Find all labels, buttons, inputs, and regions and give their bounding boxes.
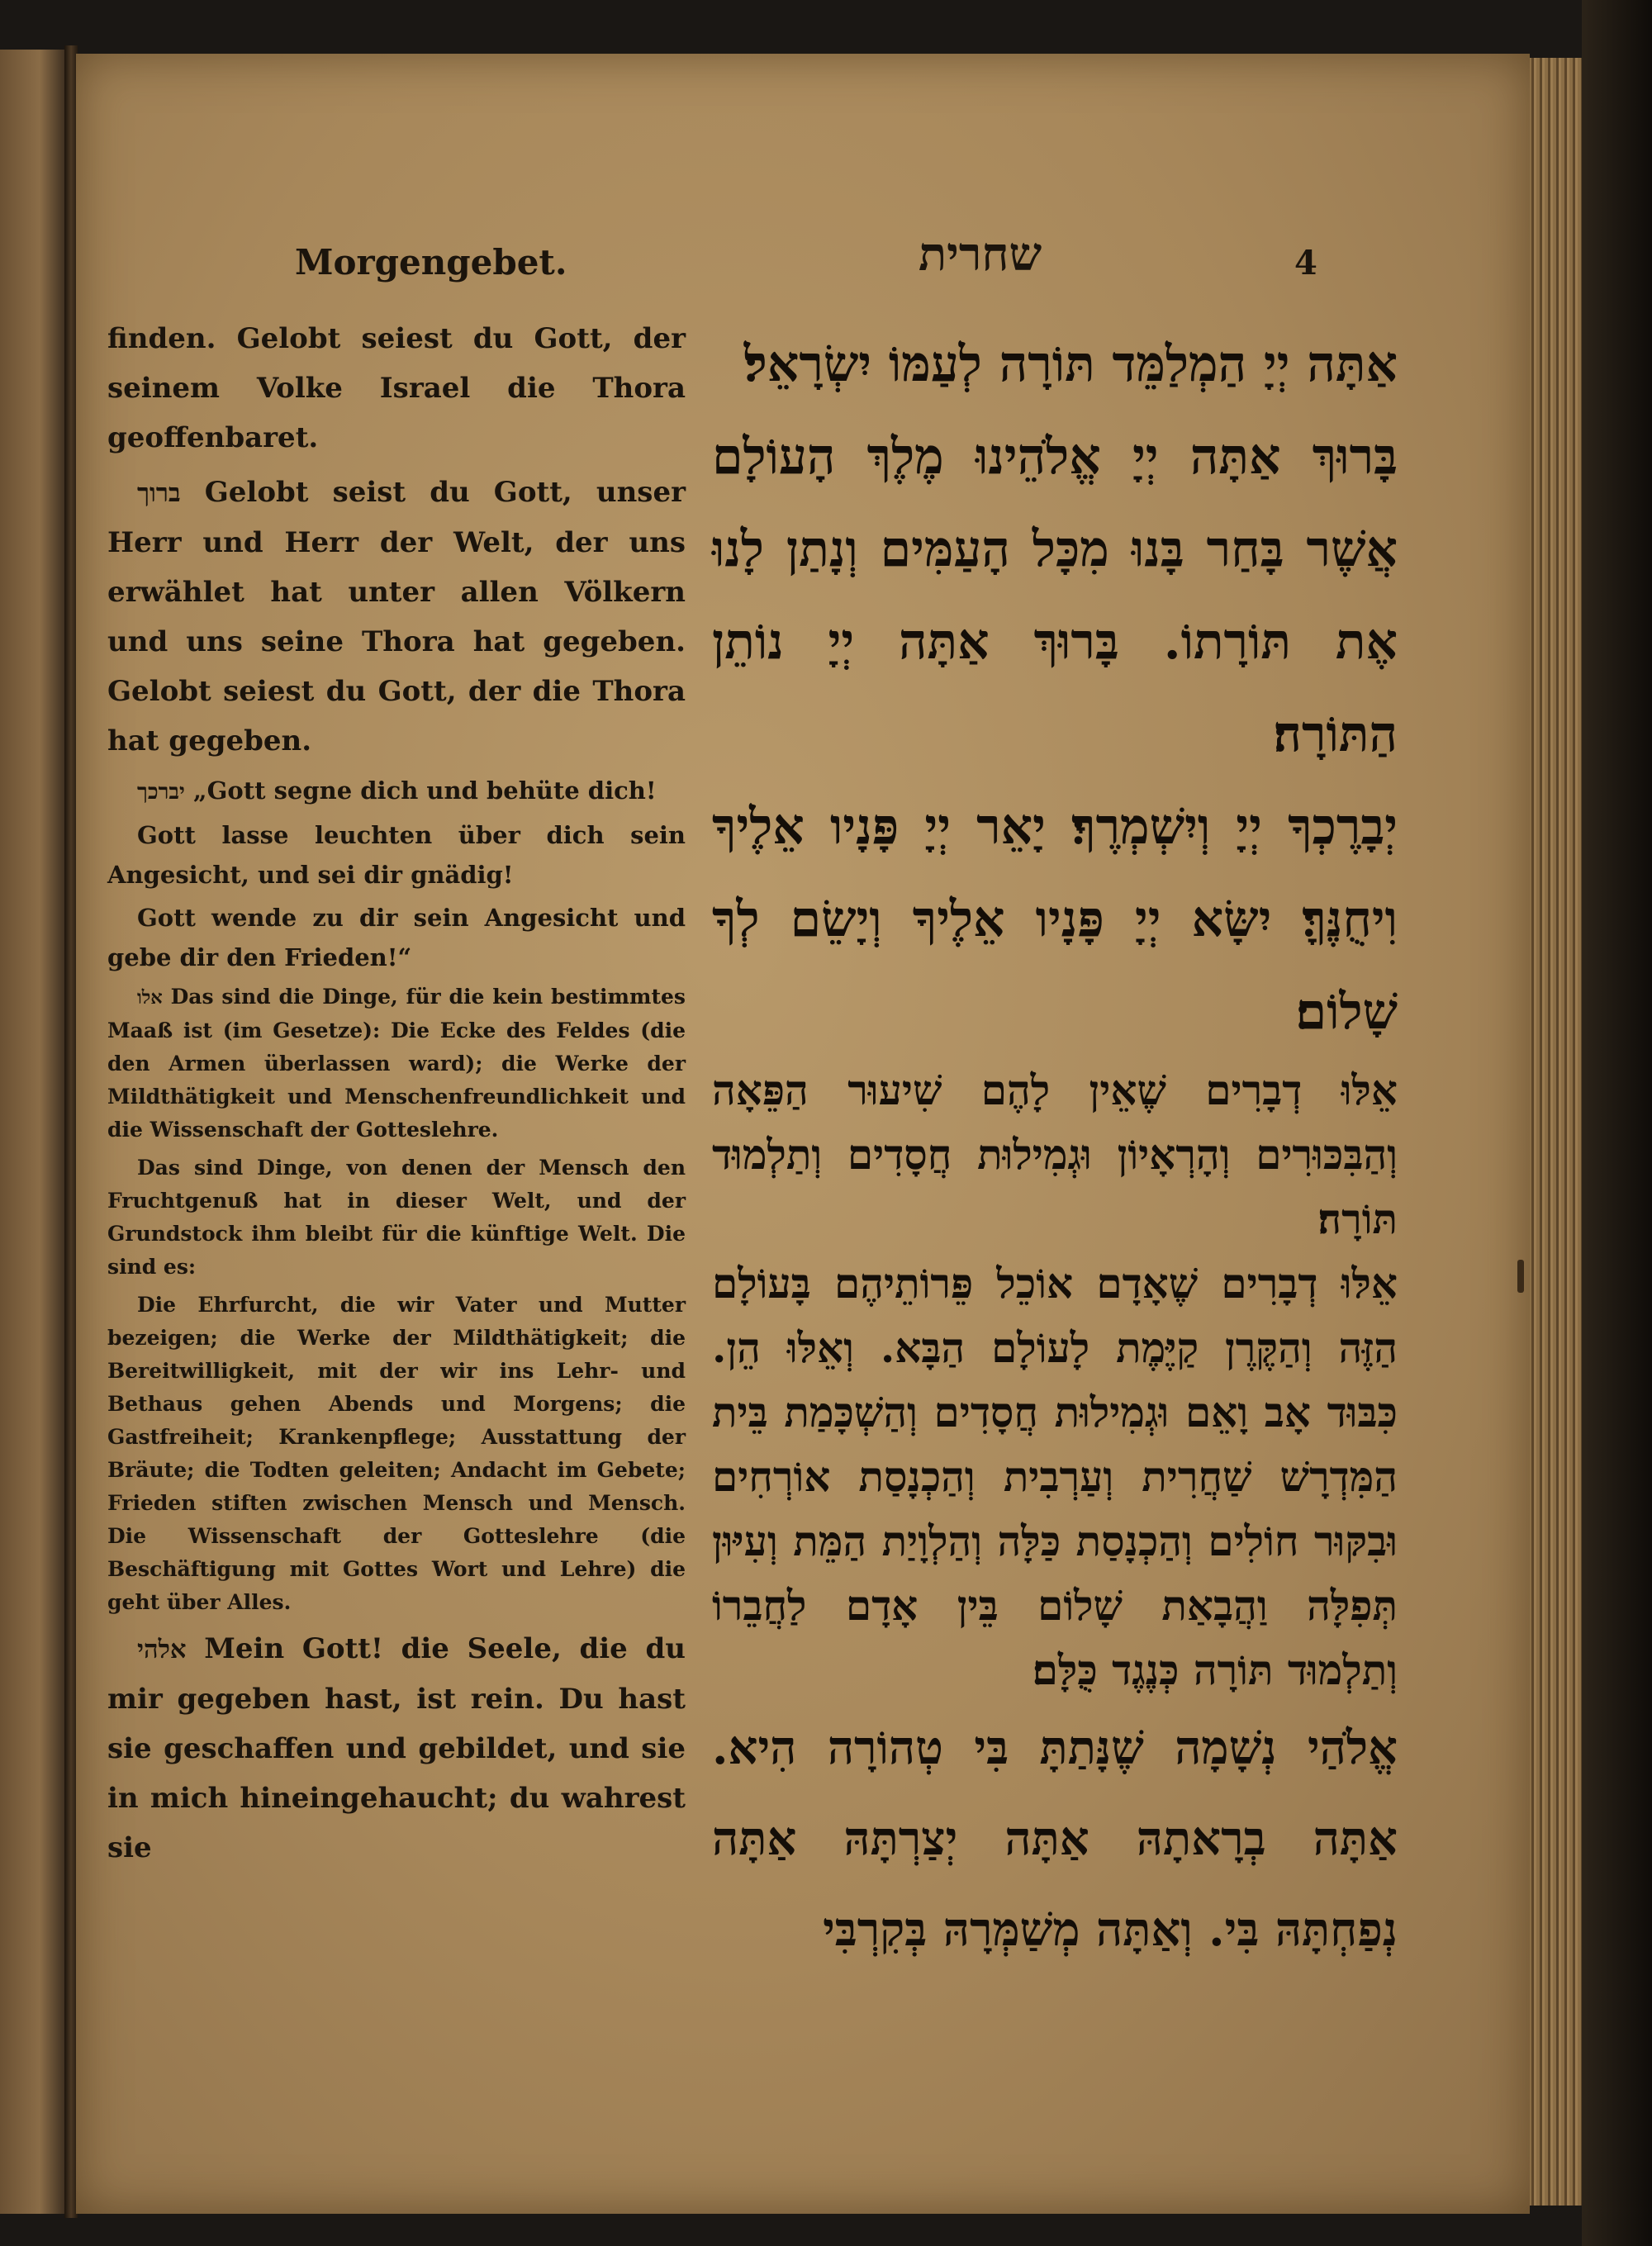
german-paragraph: אלו Das sind die Dinge, für die kein bestimmtes Maaß ist (im Gesetze): Die Ecke des Feldes (die den Armen überlassen ward); die Werke der Mildthätigkeit und Menschenfreundlichkeit und die Wissenschaft der Gotteslehre. <box>107 985 686 1142</box>
german-paragraph: יברכך „Gott segne dich und behüte dich! <box>137 776 657 805</box>
running-header <box>76 227 1530 285</box>
hebrew-paragraph: בָּרוּךְ אַתָּה יְיָ אֱלֹהֵינוּ מֶלֶךְ הָעוֹלָם אֲשֶׁר בָּחַר בָּנוּ מִכָּל הָעַמִּים וְנָתַן לָנוּ אֶת תּוֹרָתוֹ. בָּרוּךְ אַתָּה יְיָ נוֹתֵן הַתּוֹרָה׃ <box>712 428 1398 763</box>
hebrew-running-title: שחרית <box>919 227 1042 282</box>
german-paragraph: Gott lasse leuchten über dich sein Angesicht, und sei dir gnädig! <box>107 821 686 889</box>
page-number: 4 <box>1294 244 1317 283</box>
german-paragraph: Die Ehrfurcht, die wir Vater und Mutter bezeigen; die Werke der Mildthätigkeit; die Bereitwilligkeit, mit der wir ins Lehr- und Bethaus gehen Abends und Morgens; die Gastfreiheit; Krankenpflege; Ausstattung der Bräute; die Todten geleiten; Andacht im Gebete; Frieden stiften zwischen Mensch und Mensch. Die Wissenschaft der Gotteslehre (die Beschäftigung mit Gottes Wort und Lehre) die geht über Alles. <box>107 1293 686 1614</box>
german-paragraph: Gott wende zu dir sein Angesicht und gebe dir den Frieden!“ <box>107 904 686 971</box>
german-paragraph: אלהי Mein Gott! die Seele, die du mir gegeben hast, ist rein. Du hast sie geschaffen und gebildet, und sie in mich hineingehaucht; du wahrest sie <box>107 1632 686 1864</box>
margin-mark <box>1517 1260 1524 1293</box>
hebrew-paragraph: יְבָרֶכְךָ יְיָ וְיִשְׁמְרֶךָ׃ יָאֵר יְיָ פָּנָיו אֵלֶיךָ וִיחֻנֶּךָּ׃ יִשָּׂא יְיָ פָּנָיו אֵלֶיךָ וְיָשֵׂם לְךָ שָׁלוֹם׃ <box>712 798 1398 1041</box>
hebrew-cue-word: אלו <box>137 987 163 1009</box>
page-stack-edges <box>1520 58 1586 2206</box>
german-paragraph: ברוך Gelobt seist du Gott, unser Herr und Herr der Welt, der uns erwählet hat unter allen Völkern und uns seine Thora hat gegeben. Gelobt seiest du Gott, der die Thora hat gegeben. <box>107 476 686 757</box>
german-paragraph: finden. Gelobt seiest du Gott, der seinem Volke Israel die Thora geoffenbaret. <box>107 322 686 454</box>
facing-page-edge <box>0 50 66 2214</box>
hebrew-cue-word: אלהי <box>137 1635 187 1664</box>
hebrew-paragraph: אַתָּה יְיָ הַמְלַמֵּד תּוֹרָה לְעַמּוֹ יִשְׂרָאֵל׃ <box>743 335 1398 393</box>
hebrew-text-column <box>712 318 1398 1975</box>
german-running-title: Morgengebet. <box>295 242 567 283</box>
hebrew-paragraph: אֵלּוּ דְבָרִים שֶׁאָדָם אוֹכֵל פֵּרוֹתֵיהֶם בָּעוֹלָם הַזֶּה וְהַקֶּרֶן קַיֶּמֶת לָעוֹלָם הַבָּא. וְאֵלּוּ הֵן. כִּבּוּד אָב וָאֵם וּגְמִילוּת חֲסָדִים וְהַשְׁכָּמַת בֵּית הַמִּדְרָשׁ שַׁחֲרִית וְעַרְבִית וְהַכְנָסַת אוֹרְחִים וּבִקּוּר חוֹלִים וְהַכְנָסַת כַּלָּה וְהַלְוָיַת הַמֵּת וְעִיּוּן תְּפִלָּה וַהֲבָאַת שָׁלוֹם בֵּין אָדָם לַחֲבֵרוֹ וְתַלְמוּד תּוֹרָה כְּנֶגֶד כֻּלָּם׃ <box>712 1259 1398 1694</box>
hebrew-cue-word: ברוך <box>137 478 181 508</box>
book-page <box>76 54 1530 2214</box>
book-cover <box>1582 0 1652 2246</box>
german-translation-column <box>107 314 686 1873</box>
hebrew-paragraph: אֱלֹהַי נְשָׁמָה שֶׁנָּתַתָּ בִּי טְהוֹרָה הִיא. אַתָּה בְרָאתָהּ אַתָּה יְצַרְתָּהּ אַתָּה נְפַחְתָּהּ בִּי. וְאַתָּה מְשַׁמְּרָהּ בְּקִרְבִּי <box>712 1721 1398 1957</box>
german-paragraph: Das sind Dinge, von denen der Mensch den Fruchtgenuß hat in dieser Welt, und der Grundstock ihm bleibt für die künftige Welt. Die sind es: <box>107 1156 686 1279</box>
hebrew-paragraph: אֵלּוּ דְבָרִים שֶׁאֵין לָהֶם שִׁיעוּר הַפֵּאָה וְהַבִּכּוּרִים וְהָרְאָיוֹן וּגְמִילוּת חֲסָדִים וְתַלְמוּד תּוֹרָה׃ <box>712 1066 1398 1243</box>
hebrew-cue-word: יברכך <box>137 779 185 805</box>
